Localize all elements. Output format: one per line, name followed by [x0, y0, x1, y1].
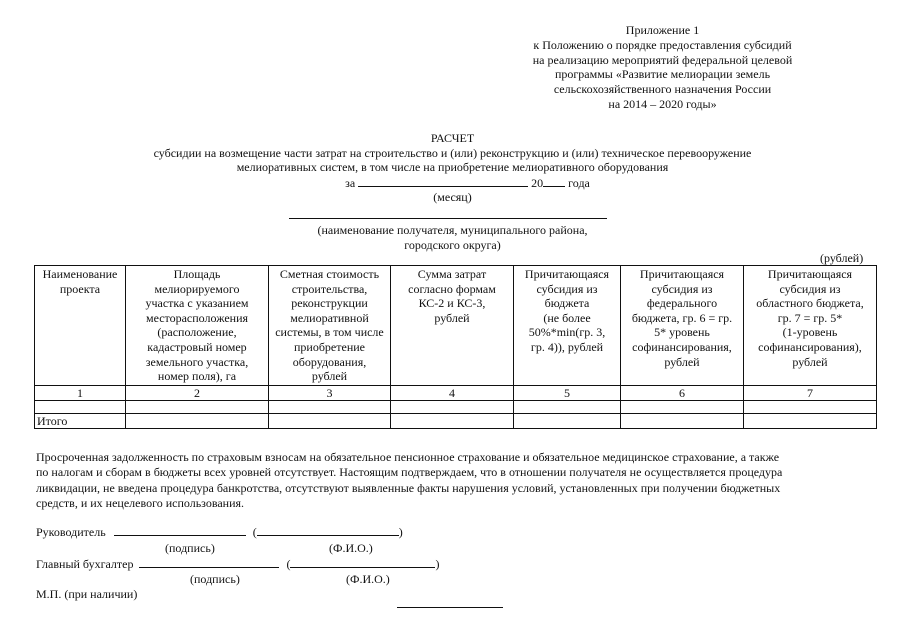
total-cell[interactable]	[126, 414, 269, 429]
header-text: бюджета	[544, 296, 590, 311]
subsidy-table	[34, 265, 877, 429]
header-federal-subsidy	[621, 266, 744, 386]
header-text: оборудования,	[292, 354, 367, 369]
table-cell[interactable]	[514, 401, 621, 414]
header-text: Причитающаяся	[639, 267, 725, 281]
column-number: 4	[391, 386, 514, 401]
column-number-row	[35, 386, 877, 401]
appendix-line: на 2014 – 2020 годы»	[608, 96, 717, 111]
director-signature-blank[interactable]	[114, 524, 246, 536]
column-number: 5	[514, 386, 621, 401]
header-text: (расположение,	[157, 325, 237, 340]
statement-line: по налогам и сборам в бюджеты всех уровней отсутствует. Настоящим подтверждаем, что в отношении получателя не осуществляется процедура	[36, 465, 783, 480]
period-line	[0, 175, 905, 191]
close-paren: )	[398, 525, 403, 539]
recipient-caption	[0, 223, 905, 252]
header-text: КС-2 и КС-3,	[418, 296, 486, 311]
table-unit: (рублей)	[820, 251, 864, 265]
column-number: 2	[126, 386, 269, 401]
month-caption: (месяц)	[433, 190, 472, 205]
open-paren: (	[252, 525, 257, 539]
heading-line-1: субсидии на возмещение части затрат на строительство и (или) реконструкцию и (или) техническое перевооружение	[153, 145, 752, 160]
header-text: гр. 7 = гр. 5*	[777, 310, 843, 325]
statement-line: средств, и их нецелевого использования.	[36, 496, 245, 511]
accountant-label: Главный бухгалтер	[36, 557, 134, 571]
close-paren: )	[435, 557, 440, 571]
heading-line-2: мелиоративных систем, в том числе на приобретение мелиоративного оборудования	[236, 160, 669, 175]
appendix-line: сельскохозяйственного назначения России	[553, 82, 772, 97]
header-text: Наименование	[42, 267, 118, 281]
header-text: земельного участка,	[145, 354, 249, 369]
month-blank[interactable]	[358, 175, 528, 187]
table-cell[interactable]	[126, 401, 269, 414]
header-text: областного бюджета,	[756, 296, 864, 311]
header-text: Причитающаяся	[767, 267, 853, 281]
total-label: Итого	[35, 414, 126, 429]
header-text: Площадь	[173, 267, 221, 281]
header-text: рублей	[664, 354, 700, 369]
table-cell[interactable]	[621, 401, 744, 414]
director-name-caption: (Ф.И.О.)	[329, 541, 373, 555]
table-row	[35, 401, 877, 414]
table-cell[interactable]	[744, 401, 877, 414]
total-cell[interactable]	[621, 414, 744, 429]
table-header-row	[35, 266, 877, 386]
header-text: системы, в том числе	[275, 325, 384, 340]
header-text: рублей	[311, 369, 348, 384]
stamp-label: М.П. (при наличии)	[36, 587, 138, 601]
period-suffix: года	[568, 175, 590, 190]
period-prefix: за	[345, 175, 356, 190]
header-costs-sum	[391, 266, 514, 386]
header-text: (1-уровень	[782, 325, 838, 340]
total-cell[interactable]	[391, 414, 514, 429]
header-text: кадастровый номер	[147, 339, 247, 354]
year-blank[interactable]	[543, 175, 565, 187]
header-estimate-cost	[269, 266, 391, 386]
appendix-line: Приложение 1	[625, 23, 700, 37]
open-paren: (	[286, 557, 291, 571]
recipient-caption-line-1: (наименование получателя, муниципального района,	[317, 223, 588, 237]
header-text: приобретение	[293, 339, 365, 354]
header-text: рублей	[792, 354, 828, 369]
header-text: Сумма затрат	[417, 267, 487, 281]
total-row	[35, 414, 877, 429]
header-project	[35, 266, 126, 386]
header-text: номер поля), га	[157, 369, 237, 384]
header-text: рублей	[434, 310, 470, 325]
header-text: (не более	[543, 310, 591, 325]
header-text: месторасположения	[145, 310, 249, 325]
header-text: участка с указанием	[145, 296, 249, 311]
header-text: софинансирования,	[632, 339, 732, 354]
column-number: 6	[621, 386, 744, 401]
header-regional-subsidy	[744, 266, 877, 386]
column-number: 7	[744, 386, 877, 401]
footer-divider	[397, 607, 503, 608]
header-text: софинансирования),	[758, 339, 862, 354]
accountant-signature-caption: (подпись)	[190, 572, 240, 586]
header-text: проекта	[59, 281, 101, 296]
table-cell[interactable]	[35, 401, 126, 414]
document-heading	[0, 131, 905, 205]
header-area	[126, 266, 269, 386]
header-text: строительства,	[291, 281, 368, 296]
header-text: мелиоративной	[290, 310, 369, 325]
table-cell[interactable]	[269, 401, 391, 414]
header-text: реконструкции	[291, 296, 368, 311]
header-text: субсидия из	[779, 281, 841, 296]
recipient-caption-line-2: городского округа)	[404, 237, 501, 252]
header-text: мелиорируемого	[154, 281, 240, 296]
director-row	[36, 524, 403, 540]
document-title: РАСЧЕТ	[430, 131, 475, 145]
statement-paragraph	[36, 450, 866, 512]
total-cell[interactable]	[269, 414, 391, 429]
header-text: субсидия из	[651, 281, 713, 296]
statement-line: ликвидации, не введена процедура банкротства, отсутствуют выявленные факты нарушения условий, установленных при получении бюджетных	[36, 480, 781, 495]
director-signature-caption: (подпись)	[165, 541, 215, 555]
director-name-blank[interactable]	[257, 524, 399, 536]
header-text: субсидия из	[536, 281, 598, 296]
appendix-line: программы «Развитие мелиорации земель	[554, 67, 771, 82]
header-budget-subsidy	[514, 266, 621, 386]
header-text: федерального	[646, 296, 718, 311]
total-cell[interactable]	[514, 414, 621, 429]
accountant-signature-blank[interactable]	[139, 556, 279, 568]
director-label: Руководитель	[36, 525, 106, 539]
appendix-header	[480, 23, 845, 112]
header-text: бюджета, гр. 6 = гр.	[631, 310, 733, 325]
accountant-row	[36, 556, 439, 572]
header-text: Сметная стоимость	[279, 267, 380, 281]
header-text: согласно формам	[408, 281, 496, 296]
recipient-blank[interactable]	[289, 218, 607, 219]
statement-line: Просроченная задолженность по страховым взносам на обязательное пенсионное страхование и обязательное медицинское страхование, а также	[36, 450, 780, 464]
column-number: 3	[269, 386, 391, 401]
accountant-name-blank[interactable]	[290, 556, 435, 568]
period-year: 20	[531, 175, 544, 190]
header-text: 5* уровень	[654, 325, 710, 340]
header-text: Причитающаяся	[524, 267, 610, 281]
header-text: 50%*min(гр. 3,	[528, 325, 606, 340]
appendix-line: на реализацию мероприятий федеральной целевой	[532, 52, 793, 67]
accountant-name-caption: (Ф.И.О.)	[346, 572, 390, 586]
header-text: гр. 4)), рублей	[530, 339, 604, 354]
table-cell[interactable]	[391, 401, 514, 414]
total-cell[interactable]	[744, 414, 877, 429]
appendix-line: к Положению о порядке предоставления субсидий	[533, 37, 792, 52]
column-number: 1	[35, 386, 126, 401]
